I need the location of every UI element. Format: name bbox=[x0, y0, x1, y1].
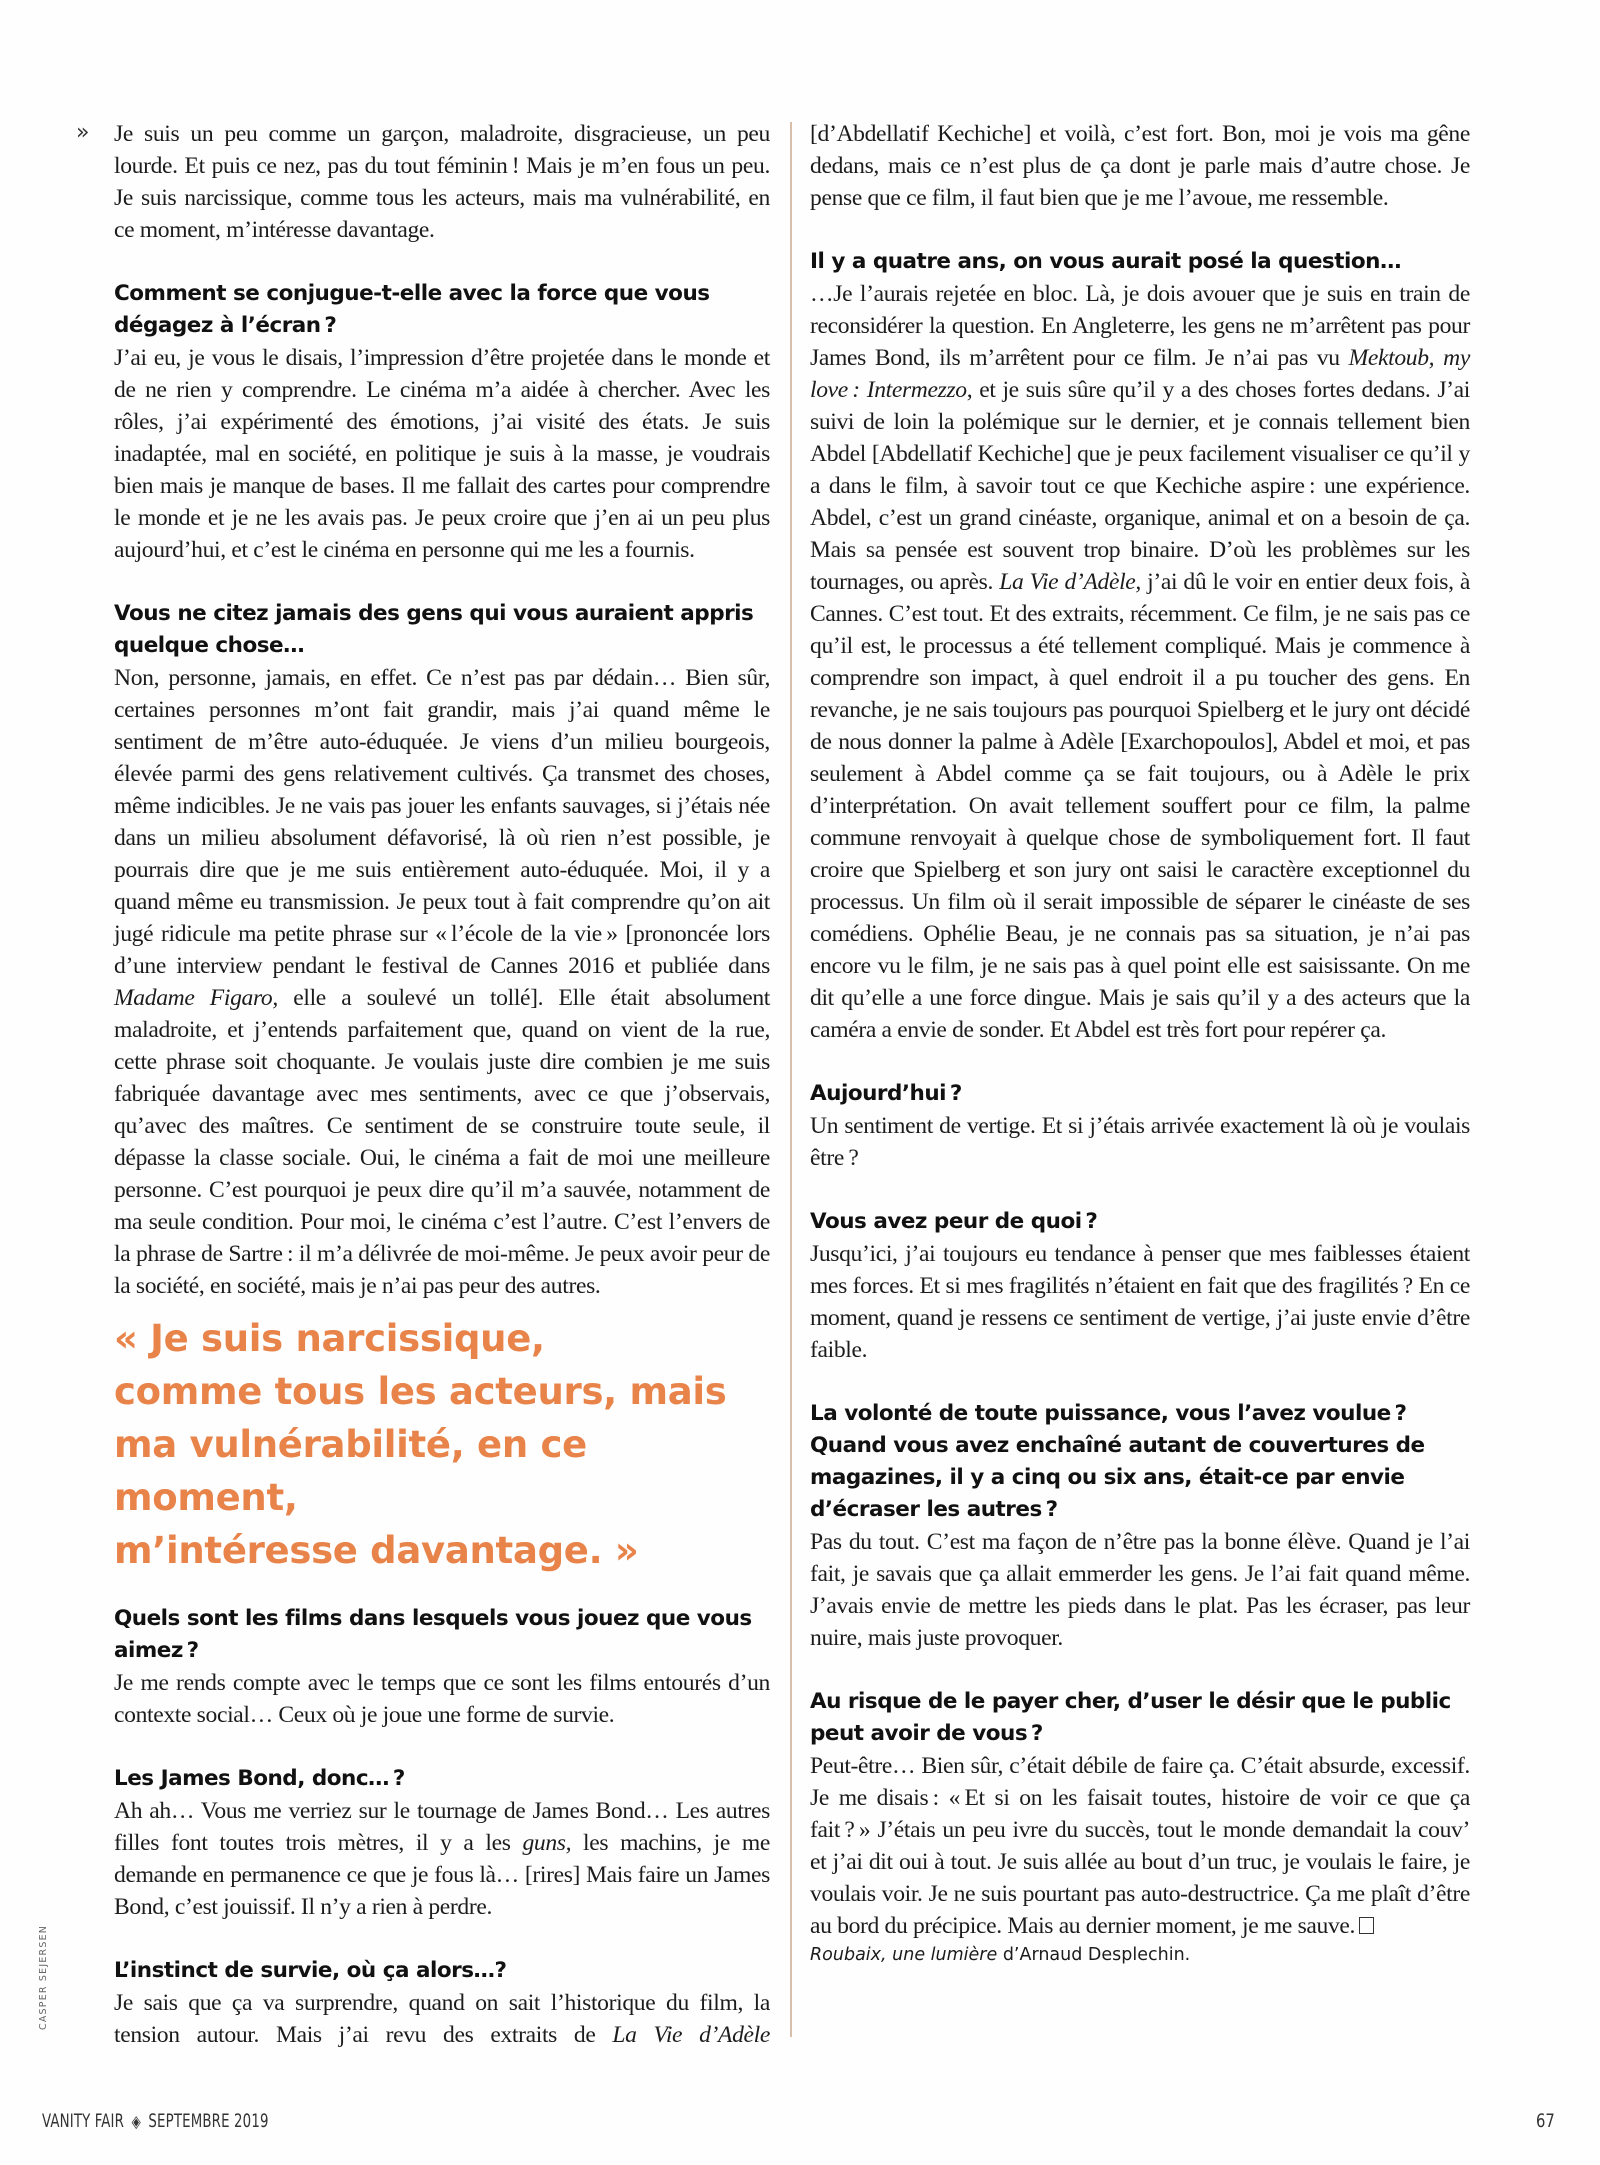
answer-text: …Je l’aurais rejetée en bloc. Là, je dois avouer que je suis en train de reconsidérer la question. En Angleterre, les gens ne m’arrêtent pas pour James Bond, ils m’arrêtent pour ce film. Je n’ai pas vu bbox=[810, 281, 1470, 371]
answer bbox=[810, 1750, 1470, 1942]
issue-date: SEPTEMBRE 2019 bbox=[148, 2110, 269, 2132]
answer: J’ai eu, je vous le disais, l’impression d’être projetée dans le monde et de ne rien y comprendre. Le cinéma m’a aidée à chercher. Avec les rôles, j’ai expérimenté des émotions, j’ai visité des états. Je suis inadaptée, mal en société, en politique je suis à la masse, je voudrais bien mais je manque de bases. Il me fallait des cartes pour comprendre le monde et je ne les avais pas. Je peux croire que j’en ai un peu plus aujourd’hui, et c’est le cinéma en personne qui me les a fournis. bbox=[114, 345, 770, 563]
question: Comment se conjugue-t-elle avec la force que vous dégagez à l’écran ? bbox=[114, 281, 710, 338]
qa-block bbox=[810, 1206, 1470, 1366]
continuation-paragraph: [d’Abdellatif Kechiche] et voilà, c’est fort. Bon, moi je vois ma gêne dedans, mais ce n’est plus de ça dont je parle mais d’autre chose. Je pense que ce film, il faut bien que je me l’avoue, me ressemble. bbox=[810, 121, 1470, 211]
end-of-article-icon bbox=[1359, 1917, 1374, 1934]
pull-quote-line: comme tous les acteurs, mais bbox=[114, 1370, 727, 1413]
answer: Un sentiment de vertige. Et si j’étais arrivée exactement là où je voulais être ? bbox=[810, 1113, 1470, 1171]
question: Vous avez peur de quoi ? bbox=[810, 1209, 1098, 1234]
qa-block bbox=[810, 246, 1470, 1046]
continuation-block bbox=[810, 118, 1470, 214]
column-divider bbox=[790, 122, 792, 2037]
caption-film-title: Roubaix, une lumière bbox=[810, 1945, 998, 1965]
italic-word: guns, bbox=[522, 1830, 572, 1856]
answer-text: les machins, je me demande en permanence ce que je fous là… [rires] Mais faire un James Bond, c’est jouissif. Il n’y a rien à perdre. bbox=[114, 1830, 770, 1920]
pull-quote bbox=[114, 1312, 770, 1577]
answer: Jusqu’ici, j’ai toujours eu tendance à penser que mes faiblesses étaient mes forces. Et si mes fragilités n’étaient en fait que des fragilités ? En ce moment, quand je ressens ce sentiment de vertige, j’ai juste envie d’être faible. bbox=[810, 1241, 1470, 1363]
diamond-logo-icon: ◈ bbox=[131, 2112, 141, 2132]
pull-quote-line: ma vulnérabilité, en ce moment, bbox=[114, 1423, 587, 1519]
question: Il y a quatre ans, on vous aurait posé la question… bbox=[810, 249, 1401, 274]
qa-block bbox=[810, 1078, 1470, 1174]
left-column bbox=[114, 118, 770, 2083]
answer-text: , et je suis sûre qu’il y a des choses fortes dedans. J’ai suivi de loin la polémique sur le dernier, et je connais tellement bien Abdel [Abdellatif Kechiche] que je peux facilement visualiser ce qu’il y a dans le film, à savoir tout ce que Kechiche aspire : une expérience. Abdel, c’est un grand cinéaste, organique, animal et on a besoin de ça. Mais sa pensée est souvent trop binaire. D’où les problèmes sur les tournages, ou après. bbox=[810, 377, 1471, 595]
qa-block bbox=[810, 1686, 1470, 1968]
qa-block bbox=[114, 1603, 770, 1731]
continuation-arrow-icon: » bbox=[76, 120, 90, 145]
answer bbox=[114, 662, 770, 1302]
answer-text: Je sais que ça va surprendre, quand on sait l’historique du film, la tension autour. Mais j’ai revu des extraits de bbox=[114, 1990, 770, 2048]
film-title: Mektoub, my love : Intermezzo bbox=[810, 345, 1470, 403]
photo-credit: CASPER SEJERSEN bbox=[38, 1924, 49, 2030]
question: Aujourd’hui ? bbox=[810, 1081, 962, 1106]
answer: Je me rends compte avec le temps que ce sont les films entourés d’un contexte social… Ceux où je joue une forme de survie. bbox=[114, 1670, 770, 1728]
pull-quote-line: « Je suis narcissique, bbox=[114, 1317, 545, 1360]
question: Les James Bond, donc… ? bbox=[114, 1766, 405, 1791]
answer-text: elle a soulevé un tollé]. Elle était absolument maladroite, et j’entends parfaitement que, quand on vient de la rue, cette phrase soit choquante. Je voulais juste dire combien je me suis fabriquée davantage avec mes sentiments, avec ce que j’observais, qu’avec des maîtres. Ce sentiment de se construire toute seule, il dépasse la classe sociale. Oui, le cinéma a fait de moi une meilleure personne. C’est pourquoi je peux dire qu’il m’a sauvée, notamment de ma seule condition. Pour moi, le cinéma c’est l’autre. C’est l’envers de la phrase de Sartre : il m’a délivrée de moi-même. Je peux avoir peur de la société, en société, mais je n’ai pas peur des autres. bbox=[114, 985, 770, 1299]
answer-text: Ah ah… Vous me verriez sur le tournage de James Bond… Les autres filles font toutes trois mètres, il y a les bbox=[114, 1798, 770, 1856]
intro-block bbox=[114, 118, 770, 246]
qa-block bbox=[114, 1955, 770, 2051]
film-title: La Vie d’Adèle, bbox=[999, 569, 1141, 595]
page-number: 67 bbox=[1536, 2110, 1555, 2132]
caption-text: d’Arnaud Desplechin. bbox=[997, 1945, 1191, 1965]
photo-caption bbox=[810, 1942, 1470, 1968]
qa-block bbox=[114, 598, 770, 1302]
question: Quels sont les films dans lesquels vous jouez que vous aimez ? bbox=[114, 1606, 752, 1663]
right-column bbox=[810, 118, 1470, 1968]
answer bbox=[114, 1987, 770, 2051]
answer-text: Peut-être… Bien sûr, c’était débile de faire ça. C’était absurde, excessif. Je me disais : « Et si on les faisait toutes, histoire de voir ce que ça fait ? » J’étais un peu ivre du succès, tout le monde demandait la couv’ et j’ai dit oui à tout. Je suis allée au bout d’un truc, je voulais le faire, je voulais voir. Je ne suis pourtant pas auto-destructrice. Ça me plaît d’être au bord du précipice. Mais au dernier moment, je me sauve. bbox=[810, 1753, 1470, 1939]
question: L’instinct de survie, où ça alors…? bbox=[114, 1958, 507, 1983]
qa-block bbox=[810, 1398, 1470, 1654]
question: Vous ne citez jamais des gens qui vous auraient appris quelque chose… bbox=[114, 601, 754, 658]
question: La volonté de toute puissance, vous l’avez voulue ? Quand vous avez enchaîné autant de couvertures de magazines, il y a cinq ou six ans, était-ce par envie d’écraser les autres ? bbox=[810, 1401, 1425, 1522]
pull-quote-line: m’intéresse davantage. » bbox=[114, 1529, 639, 1572]
publication-title: Madame Figaro, bbox=[114, 985, 278, 1011]
intro-paragraph: Je suis un peu comme un garçon, maladroite, disgracieuse, un peu lourde. Et puis ce nez, pas du tout féminin ! Mais je m’en fous un peu. Je suis narcissique, comme tous les acteurs, mais ma vulnérabilité, en ce moment, m’intéresse davantage. bbox=[114, 121, 770, 243]
film-title: La Vie d’Adèle bbox=[612, 2022, 770, 2048]
answer bbox=[114, 1795, 770, 1923]
footer-folio bbox=[42, 2110, 269, 2132]
publication-name: VANITY FAIR bbox=[42, 2110, 125, 2132]
answer-text: j’ai dû le voir en entier deux fois, à Cannes. C’est tout. Et des extraits, récemment. Ce film, je ne sais pas ce qu’il est, le processus a été tellement compliqué. Mais je commence à comprendre son impact, à quel endroit il a pu toucher des gens. En revanche, je ne sais toujours pas pourquoi Spielberg et le jury ont décidé de nous donner la palme à Adèle [Exarchopoulos], Abdel et moi, et pas seulement à Abdel comme ça se fait toujours, ou à Adèle le prix d’interprétation. On avait tellement souffert pour ce film, la palme commune renvoyait à quelque chose de symboliquement fort. Il faut croire que Spielberg et son jury ont saisi le caractère exceptionnel du processus. Un film où il serait impossible de séparer le cinéaste de ses comédiens. Ophélie Beau, je ne connais pas sa situation, je n’ai pas encore vu le film, je ne sais pas à quel point elle est saisissante. On me dit qu’elle a une force dingue. Mais je sais qu’il y a des acteurs que la caméra a envie de sonder. Et Abdel est très fort pour repérer ça. bbox=[810, 569, 1470, 1043]
answer-text: Non, personne, jamais, en effet. Ce n’est pas par dédain… Bien sûr, certaines personnes m’ont fait grandir, mais j’ai quand même le sentiment de m’être auto-éduquée. Je viens d’un milieu bourgeois, élevée parmi des gens relativement cultivés. Ça transmet des choses, même indicibles. Je ne vais pas jouer les enfants sauvages, si j’étais née dans un milieu absolument défavorisé, là où rien n’est possible, je pourrais dire que je me suis entièrement auto-éduquée. Moi, il y a quand même eu transmission. Je peux tout à fait comprendre qu’on ait jugé ridicule ma petite phrase sur « l’école de la vie » [prononcée lors d’une interview pendant le festival de Cannes 2016 et publiée dans bbox=[114, 665, 770, 979]
answer: Pas du tout. C’est ma façon de n’être pas la bonne élève. Quand je l’ai fait, je savais que ça allait emmerder les gens. Je l’ai fait quand même. J’avais envie de mettre les pieds dans le plat. Pas les écraser, pas leur nuire, mais juste provoquer. bbox=[810, 1529, 1470, 1651]
answer bbox=[810, 278, 1470, 1046]
question: Au risque de le payer cher, d’user le désir que le public peut avoir de vous ? bbox=[810, 1689, 1451, 1746]
qa-block bbox=[114, 1763, 770, 1923]
qa-block bbox=[114, 278, 770, 566]
